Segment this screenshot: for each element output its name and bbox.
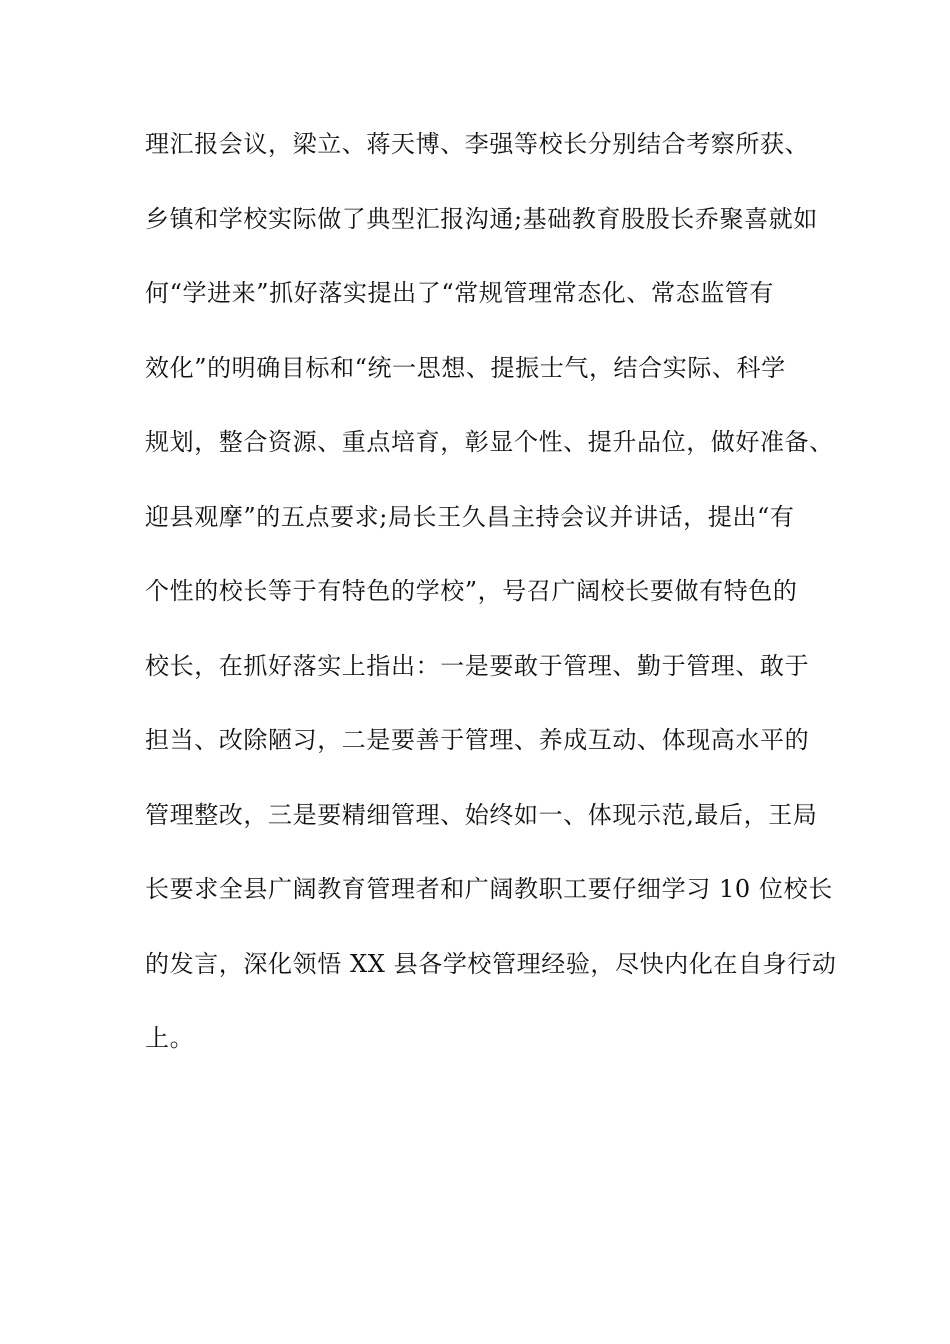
text-line-4: 效化”的明确目标和“统一思想、提振士气，结合实际、科学 (145, 353, 786, 382)
text-line-11: 长要求全县广阔教育管理者和广阔教职工要仔细学习 10 位校长 (145, 875, 833, 903)
body-paragraph (145, 128, 845, 1097)
text-line-6: 迎县观摩”的五点要求;局长王久昌主持会议并讲话，提出“有 (145, 502, 795, 531)
text-line-12: 的发言，深化领悟 XX 县各学校管理经验，尽快内化在自身行动 (145, 949, 837, 978)
text-line-9: 担当、改除陋习，二是要善于管理、养成互动、体现高水平的 (145, 726, 810, 754)
text-line-8: 校长，在抓好落实上指出：一是要敢于管理、勤于管理、敢于 (145, 651, 810, 680)
text-line-7: 个性的校长等于有特色的学校”，号召广阔校长要做有特色的 (145, 577, 798, 605)
text-line-13: 上。 (145, 1024, 195, 1052)
text-line-1: 理汇报会议，梁立、蒋天博、李强等校长分别结合考察所获、 (145, 130, 810, 158)
text-line-10: 管理整改，三是要精细管理、始终如一、体现示范,最后，王局 (145, 800, 818, 829)
text-line-2: 乡镇和学校实际做了典型汇报沟通;基础教育股股长乔聚喜就如 (145, 204, 818, 233)
text-line-5: 规划，整合资源、重点培育，彰显个性、提升品位，做好准备、 (145, 428, 834, 456)
text-line-3: 何“学进来”抓好落实提出了“常规管理常态化、常态监管有 (145, 279, 775, 307)
